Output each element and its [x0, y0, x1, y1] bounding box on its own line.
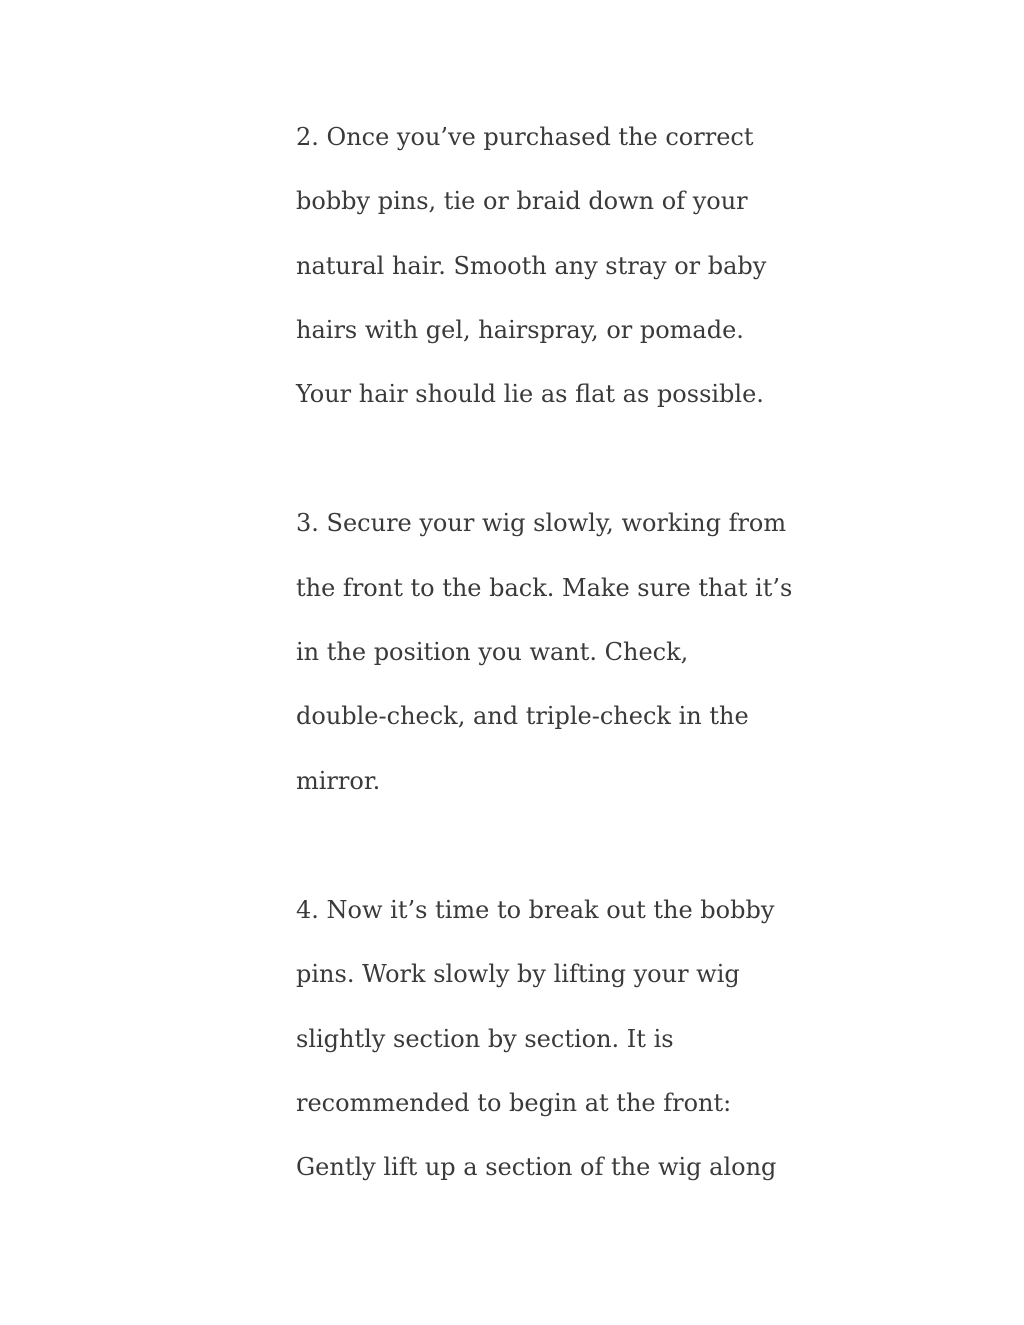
paragraph-line: Gently lift up a section of the wig along — [296, 1153, 777, 1182]
paragraph-line: natural hair. Smooth any stray or baby — [296, 251, 767, 280]
paragraph-line: 4. Now it’s time to break out the bobby — [296, 895, 775, 924]
paragraph-line: double-check, and triple-check in the — [296, 702, 749, 731]
paragraph-line: Your hair should lie as flat as possible. — [296, 380, 764, 409]
paragraph-line: the front to the back. Make sure that it’s — [296, 573, 793, 602]
paragraph-line: slightly section by section. It is — [296, 1024, 674, 1053]
paragraph-line: 2. Once you’ve purchased the correct — [296, 123, 754, 151]
paragraph-line: mirror. — [296, 766, 381, 795]
article-body — [296, 105, 796, 1199]
step-4-paragraph — [296, 878, 796, 1199]
paragraph-line: pins. Work slowly by lifting your wig — [296, 960, 740, 989]
paragraph-line: bobby pins, tie or braid down of your — [296, 187, 748, 216]
step-2-paragraph — [296, 105, 796, 426]
paragraph-line: 3. Secure your wig slowly, working from — [296, 509, 787, 538]
paragraph-line: hairs with gel, hairspray, or pomade. — [296, 315, 744, 344]
paragraph-line: recommended to begin at the front: — [296, 1088, 732, 1117]
paragraph-line: in the position you want. Check, — [296, 638, 689, 667]
step-3-paragraph — [296, 491, 796, 812]
